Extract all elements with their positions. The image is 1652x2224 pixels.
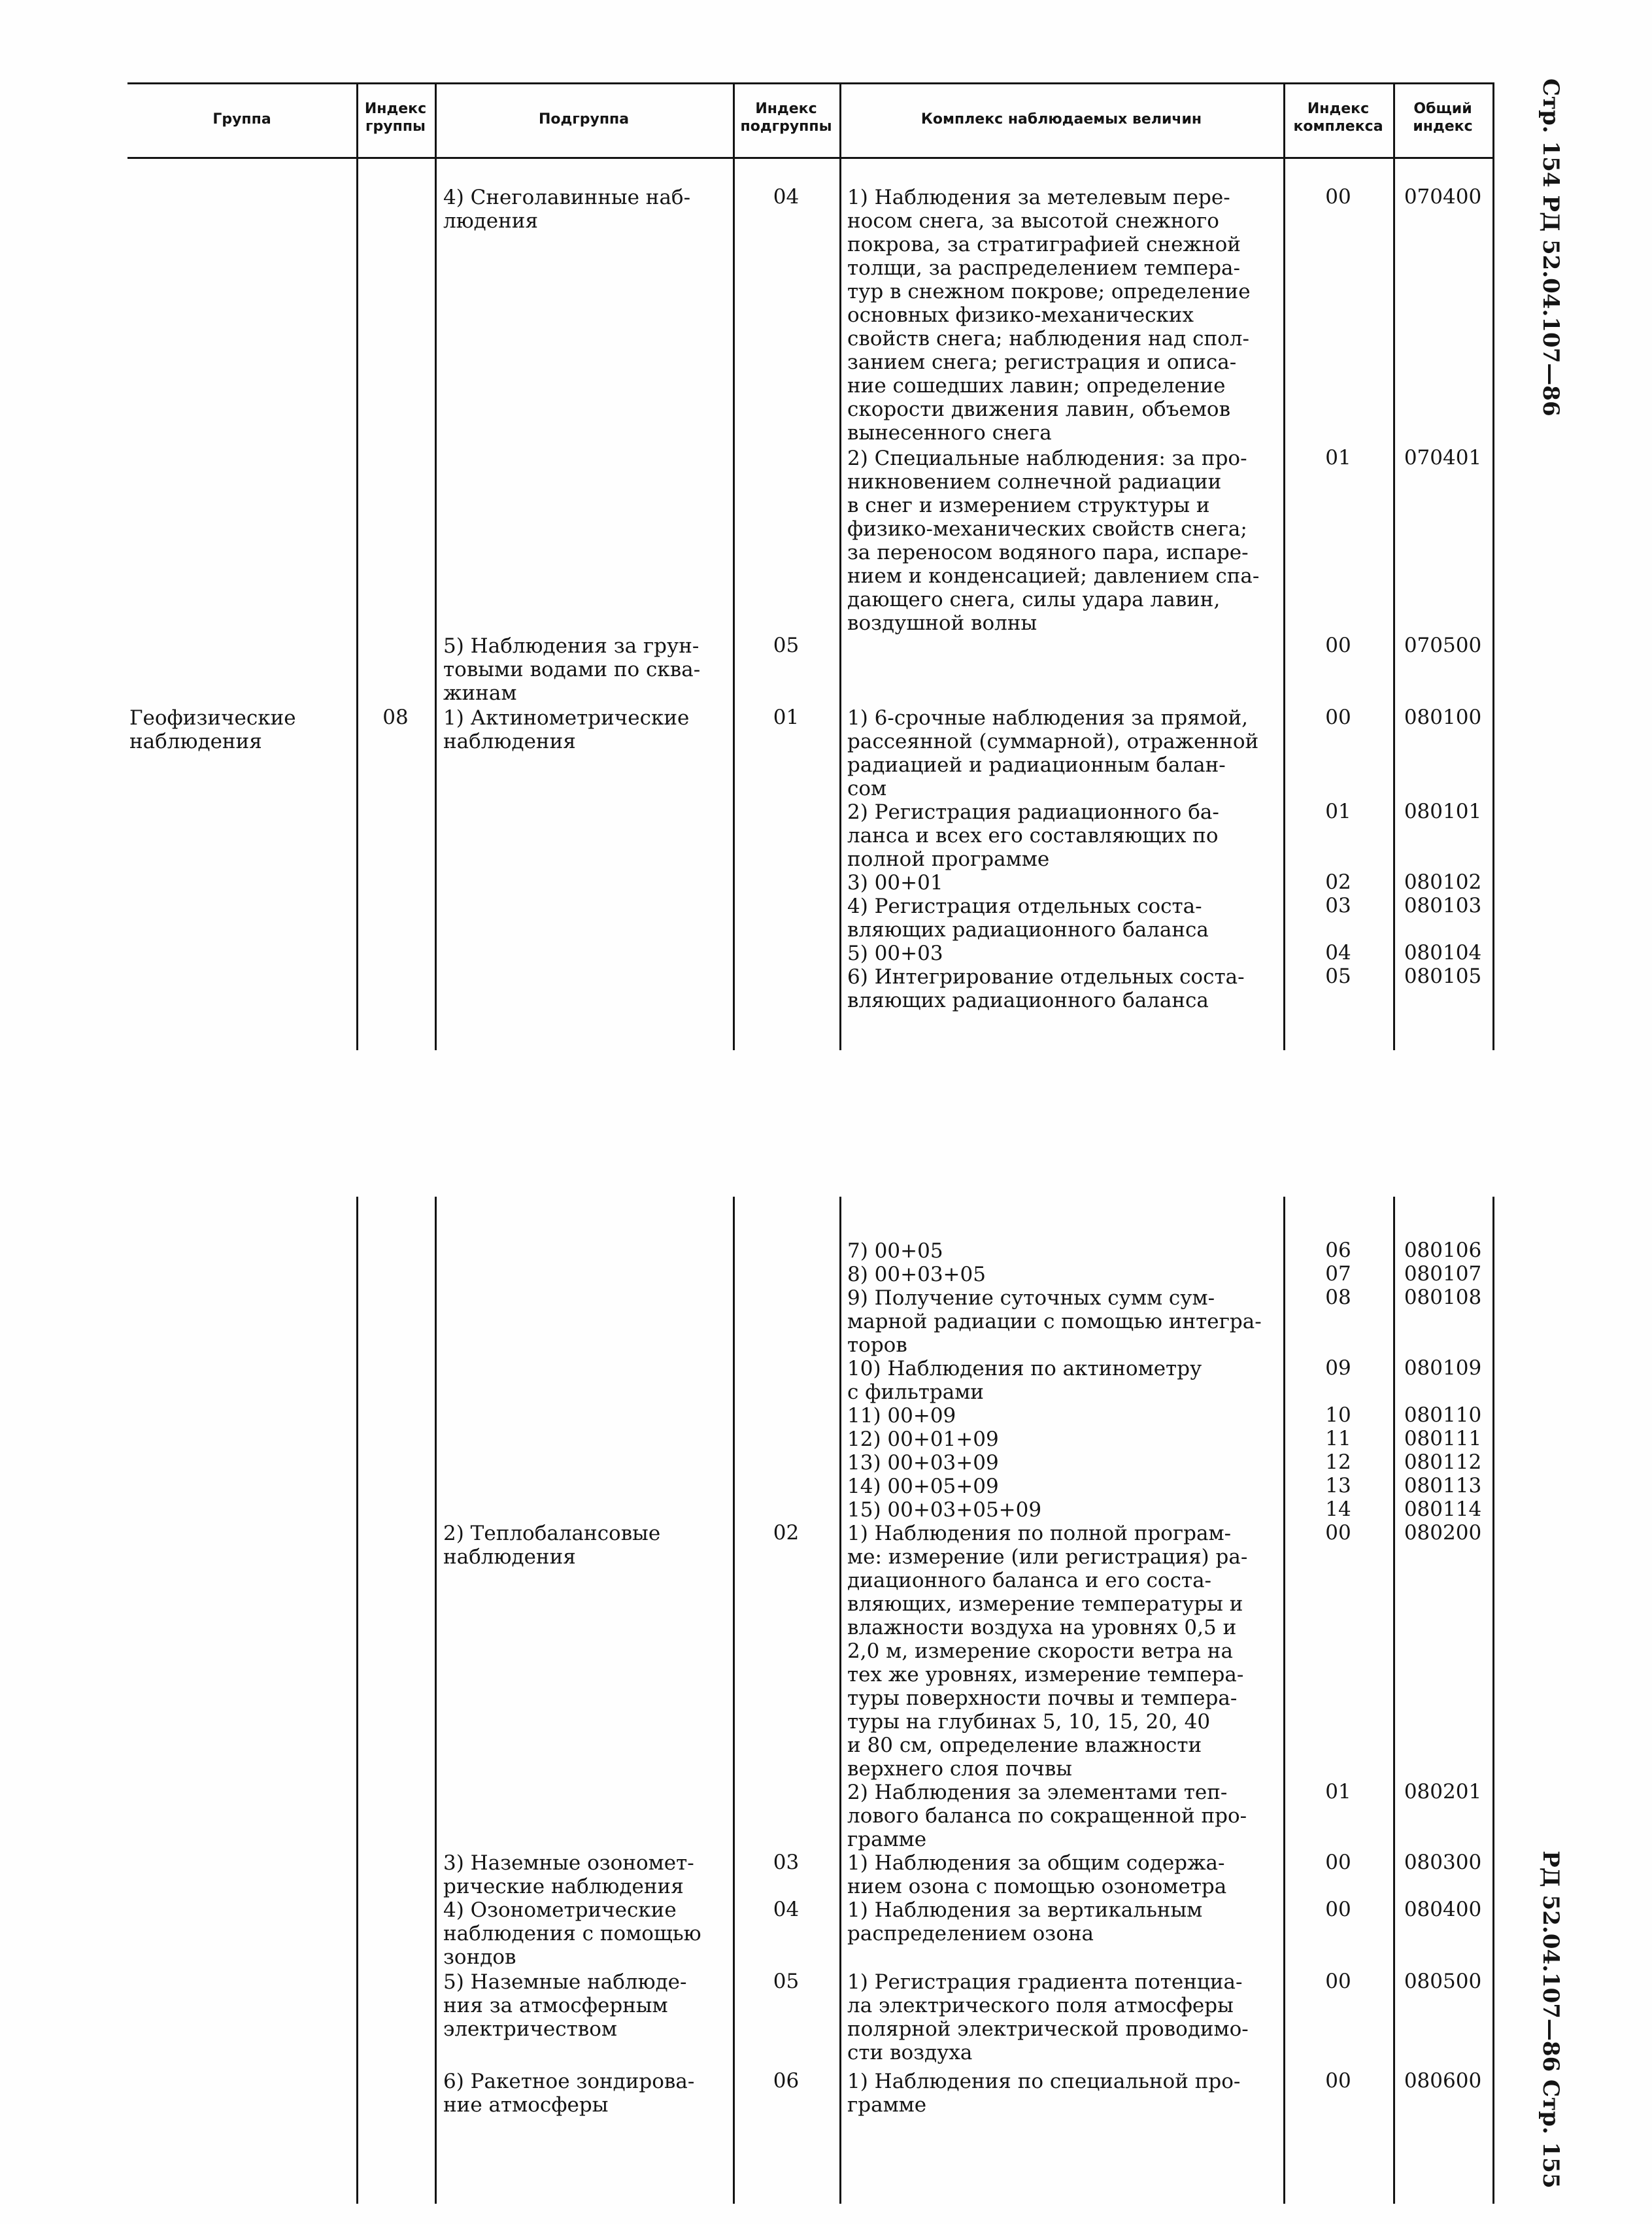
complex-index: 14 [1325, 1497, 1351, 1521]
subgroup-name: 4) Озонометрические наблюдения с помощью зондов [443, 1898, 701, 1969]
total-index: 080102 [1404, 870, 1482, 894]
complex-text: 13) 00+03+09 [847, 1451, 999, 1475]
running-header-top: Стр. 154 РД 52.04.107—86 [1538, 78, 1564, 417]
col-divider [839, 1197, 841, 2204]
complex-text: 2) Наблюдения за элементами теп- лового баланса по сокращенной про- грамме [847, 1781, 1247, 1851]
subgroup-name: 6) Ракетное зондирова- ние атмосферы [443, 2070, 695, 2117]
total-index: 080600 [1404, 2069, 1482, 2093]
col-divider [1393, 1197, 1395, 2204]
complex-text: 3) 00+01 [847, 871, 943, 895]
col-divider [356, 1197, 358, 2204]
table-right-edge [1492, 1197, 1494, 2204]
subgroup-name: 2) Теплобалансовые наблюдения [443, 1522, 661, 1569]
col-divider [1283, 1197, 1285, 2204]
col-divider [356, 82, 358, 1050]
complex-text: 1) Наблюдения по полной програм- ме: измерение (или регистрация) ра- диационного баланса и его соста- вляющих, измерение температуры и влажности воздуха на уровнях 0,5 и 2,0 м, измерение скорости ветра на тех же уровнях, измерение темпера- туры поверхности почвы и темпера- туры на глубинах 5, 10, 15, 20, 40 и 80 см, определение влажности верхнего слоя почвы [847, 1522, 1248, 1781]
complex-index: 00 [1325, 706, 1351, 729]
complex-text: 5) 00+03 [847, 942, 943, 965]
subgroup-index: 05 [773, 1970, 800, 1993]
total-index: 070400 [1404, 185, 1482, 209]
complex-text: 10) Наблюдения по актинометру с фильтрами [847, 1357, 1202, 1404]
total-index: 080114 [1404, 1497, 1482, 1521]
total-index: 080104 [1404, 941, 1482, 965]
complex-index: 03 [1325, 894, 1351, 917]
complex-index: 10 [1325, 1403, 1351, 1427]
complex-index: 00 [1325, 634, 1351, 657]
complex-text: 2) Специальные наблюдения: за про- никновением солнечной радиации в снег и измерением структуры и физико-механических свойств снега; за переносом водяного пара, испаре- нием и конденсацией; давлением спа- дающего снега, силы удара лавин, воздушной волны [847, 447, 1260, 635]
subgroup-name: 1) Актинометрические наблюдения [443, 706, 690, 753]
complex-text: 4) Регистрация отдельных соста- вляющих радиационного баланса [847, 895, 1209, 942]
header-complex-index: Индекс комплекса [1293, 101, 1383, 135]
complex-text: 11) 00+09 [847, 1404, 956, 1428]
total-index: 080300 [1404, 1851, 1482, 1874]
total-index: 080109 [1404, 1356, 1482, 1380]
complex-text: 1) Наблюдения за вертикальным распределением озона [847, 1898, 1203, 1945]
complex-text: 1) Наблюдения за метелевым пере- носом снега, за высотой снежного покрова, за стратиграфией снежной толщи, за распределением темпера- тур в снежном покрове; определение основных физико-механических свойств снега; наблюдения над спол- занием снега; регистрация и описа- ние сошедших лавин; определение скорости движения лавин, объемов вынесенного снега [847, 186, 1251, 445]
complex-index: 01 [1325, 800, 1351, 823]
complex-text: 8) 00+03+05 [847, 1263, 986, 1286]
total-index: 080107 [1404, 1262, 1482, 1286]
total-index: 080110 [1404, 1403, 1482, 1427]
complex-text: 14) 00+05+09 [847, 1475, 999, 1498]
subgroup-index: 05 [773, 634, 800, 657]
complex-text: 1) Регистрация градиента потенциа- ла электрического поля атмосферы полярной электрической проводимо- сти воздуха [847, 1970, 1249, 2064]
col-divider [733, 1197, 735, 2204]
complex-index: 00 [1325, 1851, 1351, 1874]
total-index: 070401 [1404, 446, 1482, 470]
total-index: 080108 [1404, 1286, 1482, 1309]
total-index: 080100 [1404, 706, 1482, 729]
total-index: 080106 [1404, 1239, 1482, 1262]
complex-index: 04 [1325, 941, 1351, 965]
complex-text: 2) Регистрация радиационного ба- ланса и всех его составляющих по полной программе [847, 800, 1219, 871]
col-divider [435, 82, 437, 1050]
table-right-edge [1492, 82, 1494, 1050]
complex-index: 00 [1325, 2069, 1351, 2093]
complex-text: 7) 00+05 [847, 1239, 943, 1263]
complex-index: 06 [1325, 1239, 1351, 1262]
complex-index: 08 [1325, 1286, 1351, 1309]
total-index: 080200 [1404, 1521, 1482, 1545]
group-index: 08 [382, 706, 409, 729]
complex-index: 00 [1325, 1970, 1351, 1993]
complex-text: 1) Наблюдения по специальной про- грамме [847, 2070, 1241, 2117]
subgroup-index: 03 [773, 1851, 800, 1874]
subgroup-index: 01 [773, 706, 800, 729]
complex-index: 00 [1325, 185, 1351, 209]
subgroup-name: 3) Наземные озономет- рические наблюдения [443, 1851, 694, 1898]
table-header-rule [127, 157, 1494, 159]
complex-text: 9) Получение суточных сумм сум- марной радиации с помощью интегра- торов [847, 1286, 1262, 1357]
complex-text: 12) 00+01+09 [847, 1428, 999, 1451]
subgroup-index: 04 [773, 1898, 800, 1921]
complex-index: 12 [1325, 1450, 1351, 1474]
complex-index: 13 [1325, 1474, 1351, 1497]
total-index: 080101 [1404, 800, 1482, 823]
total-index: 080111 [1404, 1427, 1482, 1450]
total-index: 080105 [1404, 965, 1482, 988]
header-subgroup: Подгруппа [538, 111, 630, 128]
complex-index: 00 [1325, 1898, 1351, 1921]
col-divider [435, 1197, 437, 2204]
total-index: 080113 [1404, 1474, 1482, 1497]
table-top-rule [127, 82, 1494, 84]
complex-index: 05 [1325, 965, 1351, 988]
complex-index: 01 [1325, 446, 1351, 470]
complex-text: 1) 6-срочные наблюдения за прямой, рассеянной (суммарной), отраженной радиацией и радиационным балан- сом [847, 706, 1259, 800]
total-index: 080500 [1404, 1970, 1482, 1993]
complex-index: 07 [1325, 1262, 1351, 1286]
header-complex: Комплекс наблюдаемых величин [920, 111, 1202, 128]
total-index: 080201 [1404, 1780, 1482, 1804]
complex-index: 00 [1325, 1521, 1351, 1545]
total-index: 080400 [1404, 1898, 1482, 1921]
complex-text: 1) Наблюдения за общим содержа- нием озона с помощью озонометра [847, 1851, 1227, 1898]
header-group: Группа [212, 111, 271, 128]
subgroup-index: 02 [773, 1521, 800, 1545]
subgroup-index: 06 [773, 2069, 800, 2093]
group-name: Геофизические наблюдения [129, 706, 296, 753]
complex-index: 11 [1325, 1427, 1351, 1450]
col-divider [733, 82, 735, 1050]
header-subgroup-index: Индекс подгруппы [740, 101, 832, 135]
subgroup-index: 04 [773, 185, 800, 209]
header-total-index: Общий индекс [1413, 101, 1473, 135]
subgroup-name: 5) Наземные наблюде- ния за атмосферным электричеством [443, 1970, 687, 2041]
total-index: 080103 [1404, 894, 1482, 917]
total-index: 070500 [1404, 634, 1482, 657]
complex-index: 02 [1325, 870, 1351, 894]
header-group-index: Индекс группы [364, 101, 427, 135]
complex-index: 09 [1325, 1356, 1351, 1380]
complex-text: 15) 00+03+05+09 [847, 1498, 1042, 1522]
total-index: 080112 [1404, 1450, 1482, 1474]
complex-text: 6) Интегрирование отдельных соста- вляющих радиационного баланса [847, 965, 1245, 1012]
complex-index: 01 [1325, 1780, 1351, 1804]
subgroup-name: 4) Снеголавинные наб- людения [443, 186, 691, 233]
subgroup-name: 5) Наблюдения за грун- товыми водами по сква- жинам [443, 634, 701, 705]
running-header-bottom: РД 52.04.107—86 Стр. 155 [1538, 1851, 1564, 2189]
col-divider [839, 82, 841, 1050]
